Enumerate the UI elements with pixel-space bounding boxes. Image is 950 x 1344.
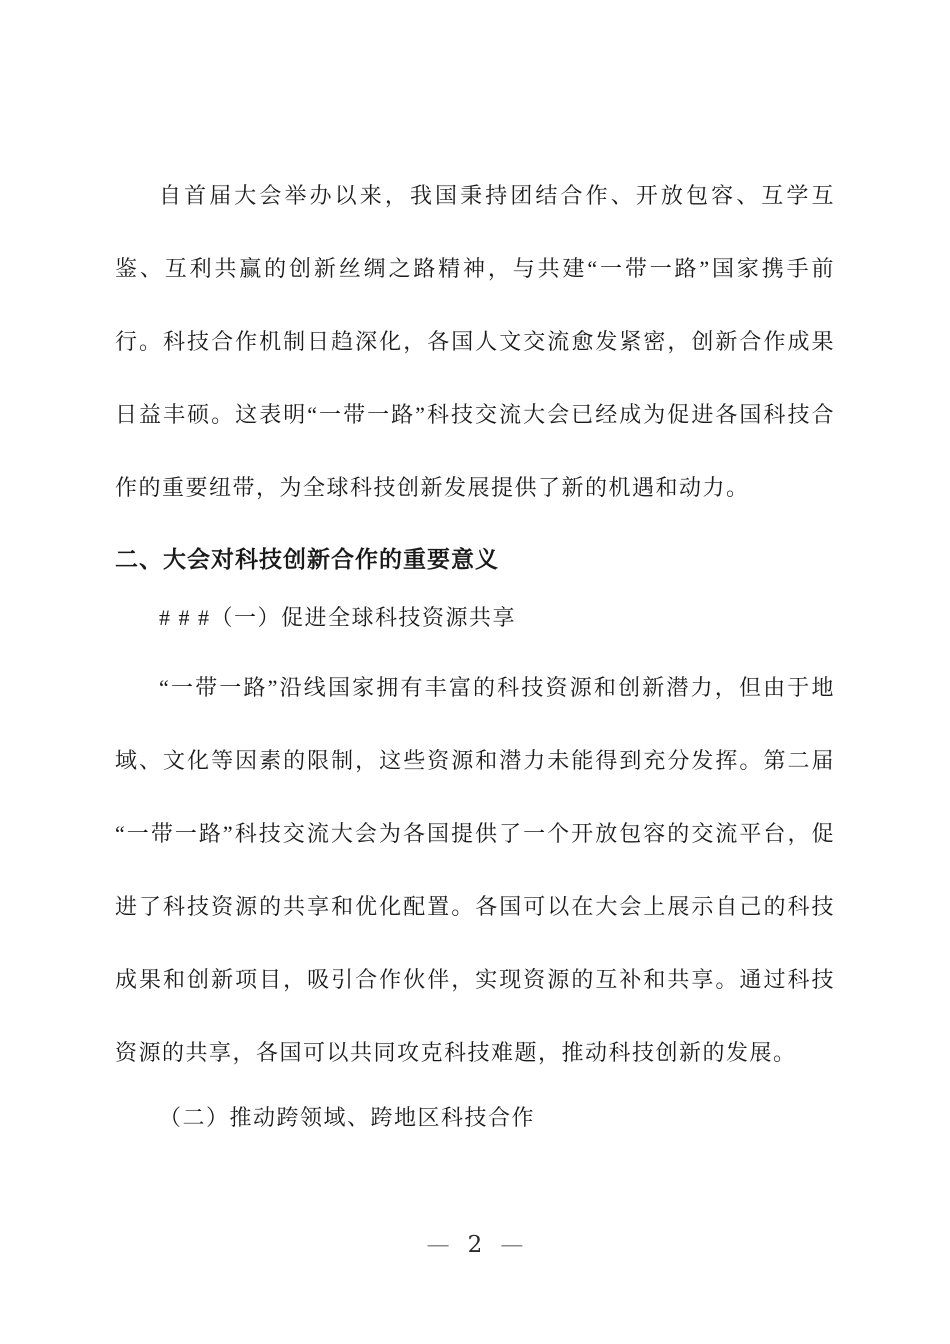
paragraph-conference-history: 自首届大会举办以来，我国秉持团结合作、开放包容、互学互鉴、互利共赢的创新丝绸之路精神，与共建“一带一路”国家携手前行。科技合作机制日趋深化，各国人文交流愈发紧密，创新合作成果日益丰硕。这表明“一带一路”科技交流大会已经成为促进各国科技合作的重要纽带，为全球科技创新发展提供了新的机遇和动力。: [115, 183, 835, 500]
section-heading-significance: 二、大会对科技创新合作的重要意义: [115, 546, 499, 572]
page-footer: [0, 1230, 950, 1260]
footer-left-dash: —: [426, 1232, 450, 1258]
page-number: 2: [467, 1232, 483, 1258]
paragraph-resource-sharing: “一带一路”沿线国家拥有丰富的科技资源和创新潜力，但由于地域、文化等因素的限制，这些资源和潜力未能得到充分发挥。第二届“一带一路”科技交流大会为各国提供了一个开放包容的交流平台，促进了科技资源的共享和优化配置。各国可以在大会上展示自己的科技成果和创新项目，吸引合作伙伴，实现资源的互补和共享。通过科技资源的共享，各国可以共同攻克科技难题，推动科技创新的发展。: [115, 675, 835, 1065]
footer-right-dash: —: [500, 1232, 524, 1258]
subsection-heading-resource-sharing: # # #（一）促进全球科技资源共享: [159, 605, 517, 630]
subsection-heading-cross-region-cooperation: （二）推动跨领域、跨地区科技合作: [159, 1105, 536, 1130]
